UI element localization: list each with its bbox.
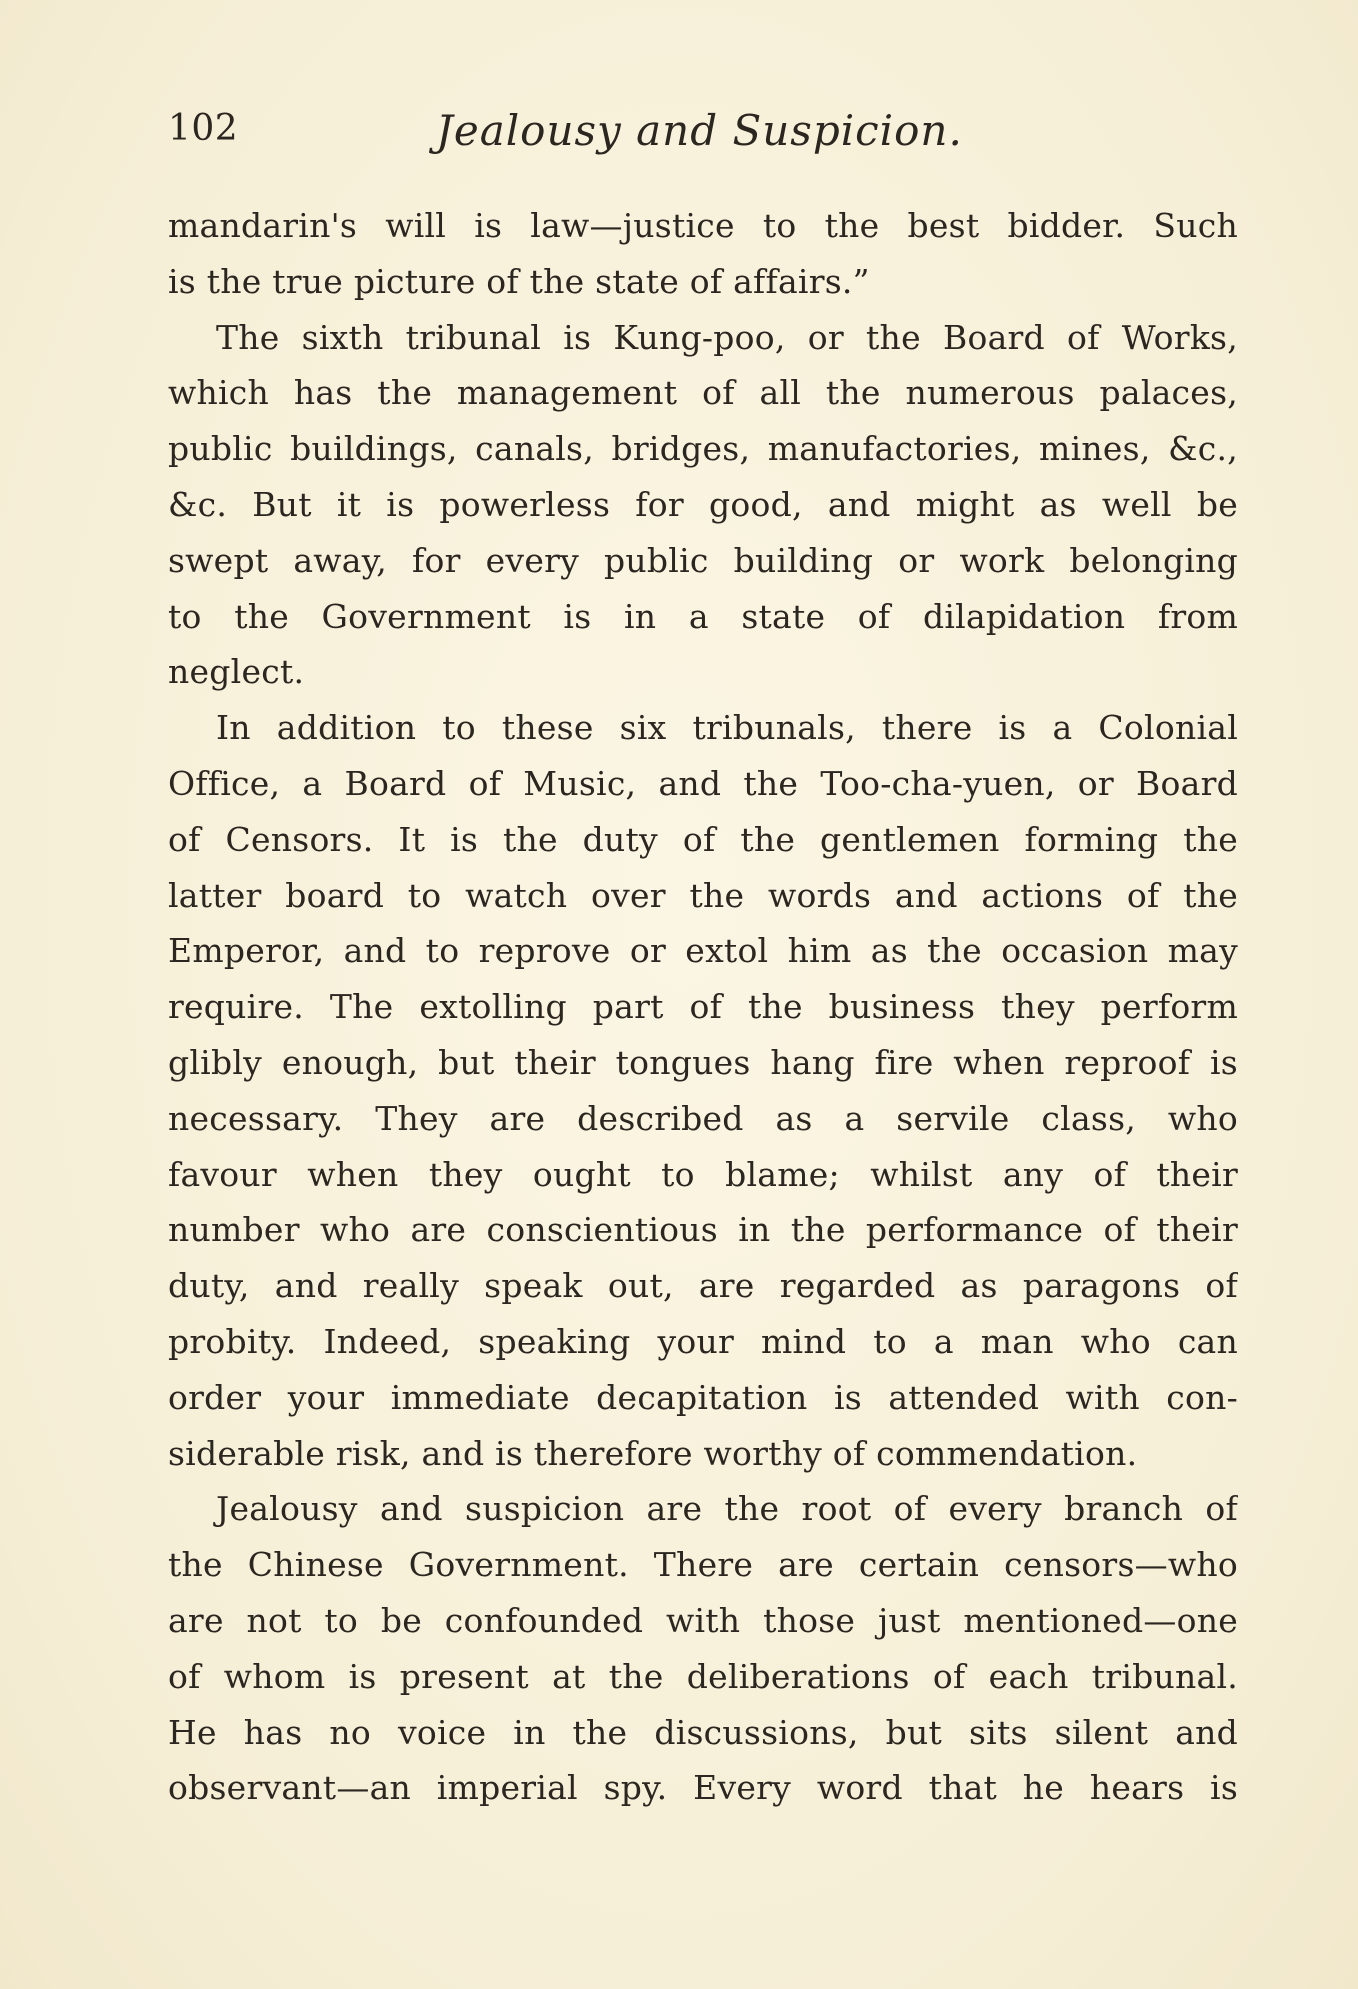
text-line: Emperor, and to reprove or extol him as the occasion may [168, 931, 1238, 971]
text-line: siderable risk, and is therefore worthy of commendation. [168, 1433, 1138, 1473]
text-line: observant—an imperial spy. Every word that he hears is [168, 1768, 1238, 1808]
page-header [168, 108, 1238, 168]
text-line: Jealousy and suspicion are the root of every branch of [216, 1489, 1238, 1529]
text-line: of Censors. It is the duty of the gentlemen forming the [168, 819, 1238, 859]
text-line: In addition to these six tribunals, there is a Colonial [216, 708, 1238, 748]
text-line: mandarin's will is law—justice to the best bidder. Such [168, 206, 1238, 245]
text-line: are not to be confounded with those just mentioned—one [168, 1600, 1238, 1640]
text-line: He has no voice in the discussions, but sits silent and [168, 1712, 1238, 1752]
text-line: The sixth tribunal is Kung-poo, or the Board of Works, [216, 317, 1238, 357]
body-text [168, 198, 1238, 1816]
text-line: require. The extolling part of the business they perform [168, 987, 1238, 1027]
text-line: of whom is present at the deliberations of each tribunal. [168, 1656, 1238, 1696]
text-line: favour when they ought to blame; whilst any of their [168, 1154, 1238, 1194]
text-line: necessary. They are described as a servile class, who [168, 1098, 1238, 1138]
text-line: the Chinese Government. There are certain censors—who [168, 1545, 1238, 1585]
page-number: 102 [168, 108, 239, 149]
text-line: &c. But it is powerless for good, and might as well be [168, 484, 1238, 524]
text-line: to the Government is in a state of dilapidation from [168, 596, 1238, 636]
text-line: Office, a Board of Music, and the Too-cha-yuen, or Board [168, 763, 1238, 803]
text-line: public buildings, canals, bridges, manufactories, mines, &c., [168, 429, 1238, 469]
text-line: which has the management of all the numerous palaces, [168, 373, 1238, 413]
text-line: is the true picture of the state of affairs.” [168, 261, 870, 301]
text-line: neglect. [168, 652, 305, 692]
text-line: glibly enough, but their tongues hang fire when reproof is [168, 1042, 1238, 1082]
text-line: swept away, for every public building or work belonging [168, 540, 1238, 580]
text-line: number who are conscientious in the performance of their [168, 1210, 1238, 1250]
text-line: probity. Indeed, speaking your mind to a man who can [168, 1321, 1238, 1361]
text-line: order your immediate decapitation is attended with con- [168, 1377, 1238, 1417]
running-title: Jealousy and Suspicion. [436, 106, 963, 155]
text-line: latter board to watch over the words and actions of the [168, 875, 1238, 915]
text-line: duty, and really speak out, are regarded as paragons of [168, 1266, 1238, 1306]
